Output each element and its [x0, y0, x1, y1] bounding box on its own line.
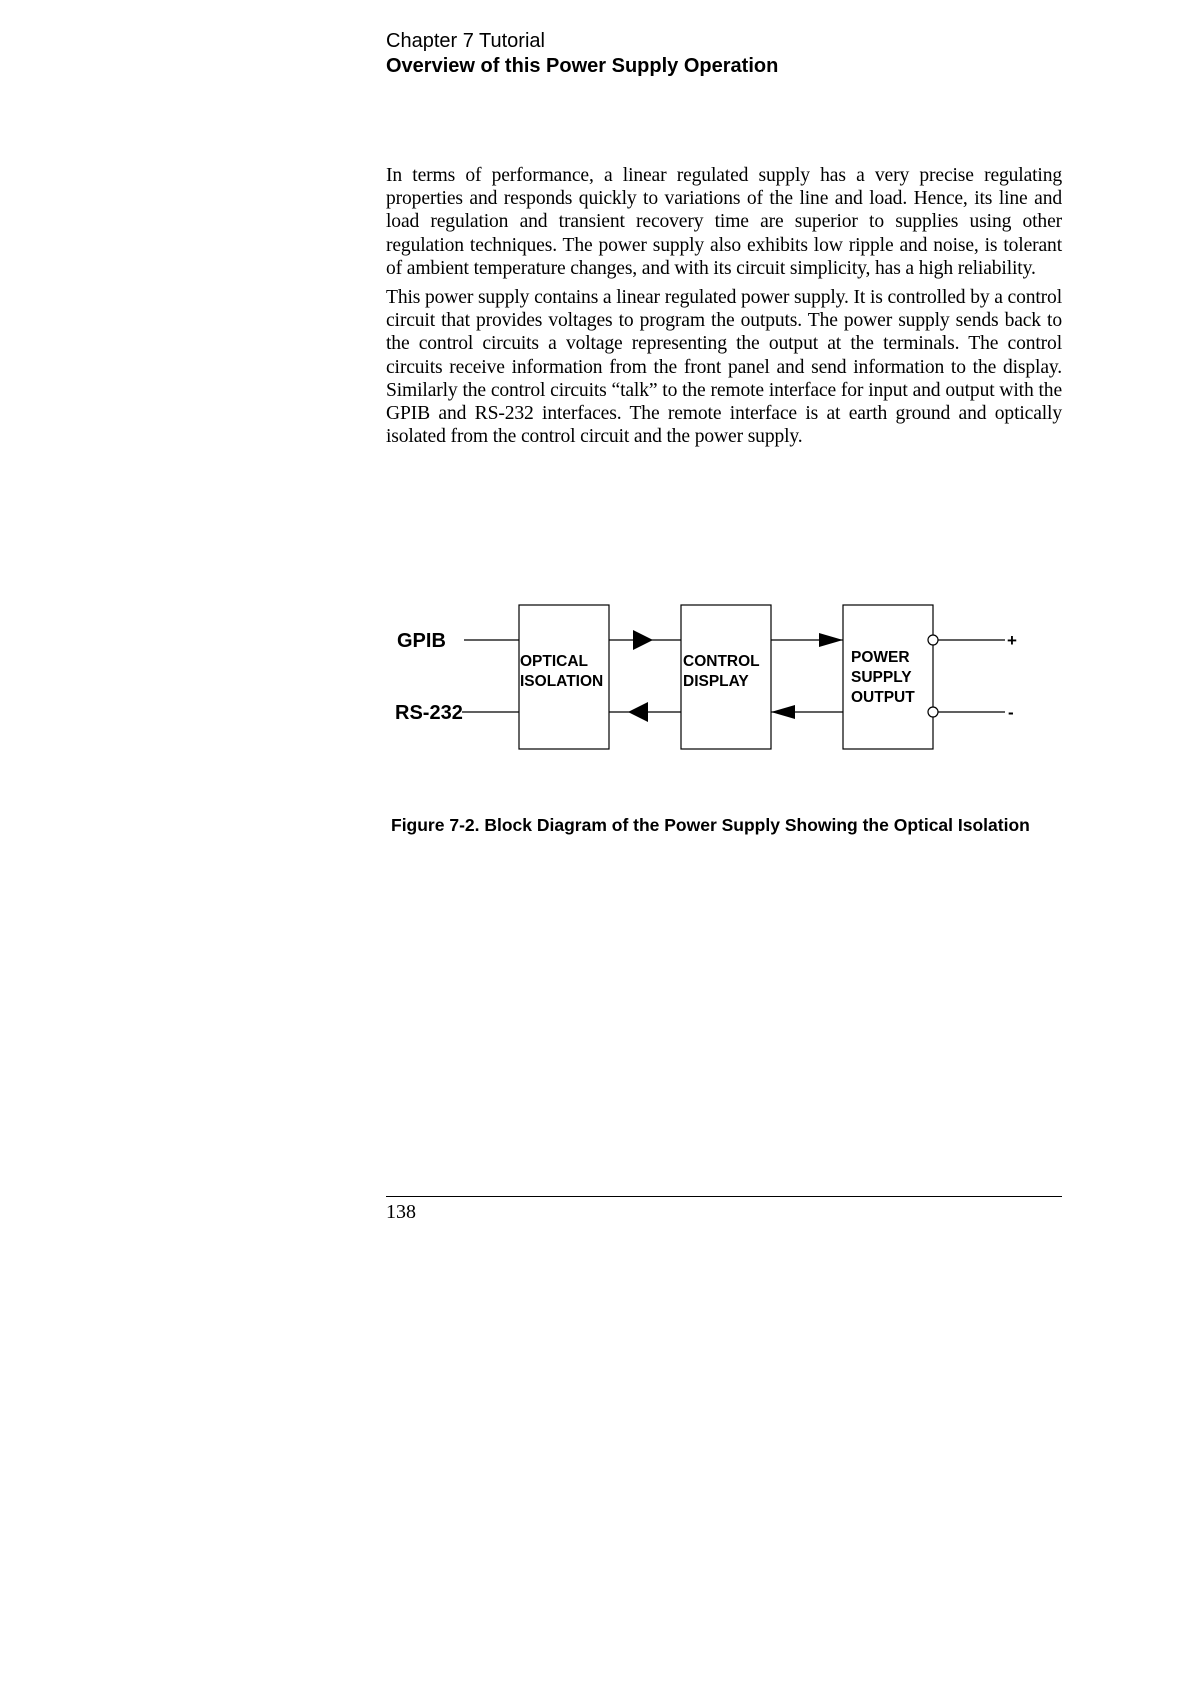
- paragraph: This power supply contains a linear regulated power supply. It is controlled by a control circuit that provides voltages to program the outputs. The power supply sends back to the control circuits a voltage representing the output at the terminals. The control circuits receive information from the front panel and send information to the display. Similarly the control circuits “talk” to the remote interface for input and output with the GPIB and RS-232 interfaces. The remote interface is at earth ground and optically isolated from the control circuit and the power supply.: [386, 287, 1062, 448]
- control-label-line: CONTROL: [683, 653, 760, 670]
- arrow-left-icon: [628, 702, 648, 722]
- minus-terminal-label: -: [1008, 703, 1014, 722]
- arrow-left-icon: [771, 705, 795, 719]
- arrow-right-icon: [819, 633, 843, 647]
- power-label-line: OUTPUT: [851, 689, 915, 706]
- minus-terminal-icon: [928, 707, 938, 717]
- plus-terminal-icon: [928, 635, 938, 645]
- block-diagram: [0, 0, 1191, 800]
- power-label-line: SUPPLY: [851, 669, 912, 686]
- power-label-line: POWER: [851, 649, 910, 666]
- footer-divider: [386, 1196, 1062, 1197]
- gpib-label: GPIB: [397, 630, 446, 652]
- arrow-right-icon: [633, 630, 653, 650]
- control-label-line: DISPLAY: [683, 673, 749, 690]
- section-title: Overview of this Power Supply Operation: [386, 55, 779, 77]
- optical-label-line: ISOLATION: [520, 673, 604, 690]
- plus-terminal-label: +: [1007, 631, 1017, 650]
- rs232-label: RS-232: [395, 702, 463, 724]
- optical-label-line: OPTICAL: [520, 653, 589, 670]
- figure-caption: Figure 7-2. Block Diagram of the Power Supply Showing the Optical Isolation: [391, 815, 1030, 835]
- page-number: 138: [386, 1201, 416, 1223]
- paragraph: In terms of performance, a linear regulated supply has a very precise regulating properties and responds quickly to variations of the line and load. Hence, its line and load regulation and transient recovery time are superior to supplies using other regulation techniques. The power supply also exhibits low ripple and noise, is tolerant of ambient temperature changes, and with its circuit simplicity, has a high reliability.: [386, 165, 1062, 279]
- chapter-heading: Chapter 7 Tutorial: [386, 30, 545, 52]
